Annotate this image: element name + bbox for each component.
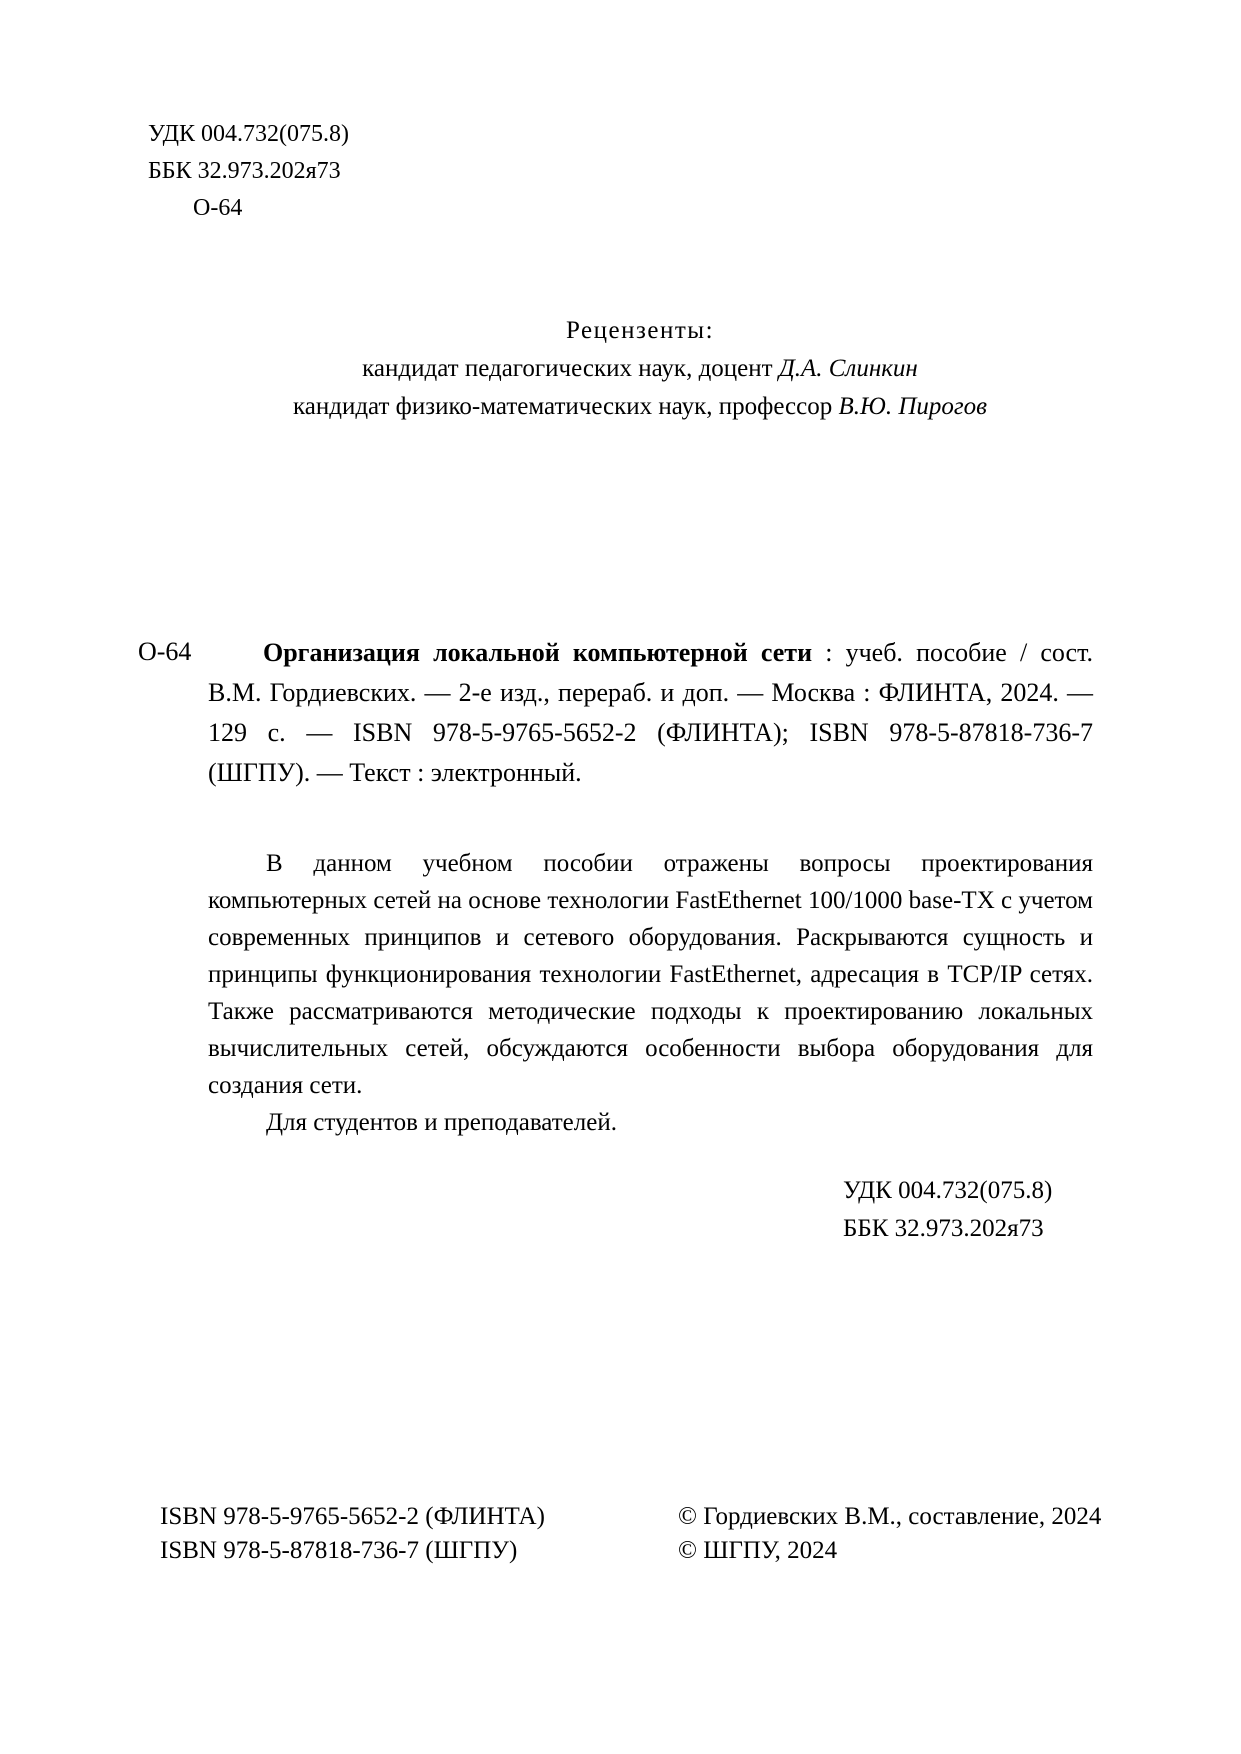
copyright-author: © Гордиевских В.М., составление, 2024 xyxy=(678,1503,1102,1530)
record-description: : учеб. пособие / сост. В.М. Гордиевских. — 2-е изд., перераб. и доп. — Москва : ФЛИНТА, 2024. — 129 с. — ISBN 978-5-9765-5652-2 (ФЛИНТА); ISBN 978-5-87818-736-7 (ШГПУ). — Текст : электронный. xyxy=(208,638,1093,787)
copyright-publisher: © ШГПУ, 2024 xyxy=(678,1537,838,1564)
reviewers-block xyxy=(140,312,1140,426)
reviewer-entry xyxy=(140,388,1140,426)
classification-block xyxy=(148,116,349,227)
annotation-audience: Для студентов и преподавателей. xyxy=(266,1109,617,1136)
record-start xyxy=(208,638,263,667)
bibliographic-record xyxy=(208,633,1093,793)
reviewer-entry xyxy=(140,350,1140,388)
reviewer-name: В.Ю. Пирогов xyxy=(838,393,987,420)
copyright-block xyxy=(678,1500,1118,1568)
book-title: Организация локальной компьютерной сети xyxy=(263,638,813,667)
isbn-block xyxy=(160,1500,545,1568)
annotation-summary: В данном учебном пособии отражены вопросы проектирования компьютерных сетей на основе технологии FastEthernet 100/1000 base-TX с учетом современных принципов и сетевого оборудования. Раскрываются сущность и принципы функционирования технологии FastEthernet, адресация в TCP/IP сетях. Также рассматриваются методические подходы к проектированию локальных вычислительных сетей, обсуждаются особенности выбора оборудования для создания сети. xyxy=(208,850,1093,1099)
reviewers-heading: Рецензенты: xyxy=(565,317,715,344)
bbk-code: ББК 32.973.202я73 xyxy=(148,158,341,184)
bbk-code: ББК 32.973.202я73 xyxy=(843,1215,1044,1242)
isbn-shgpu: ISBN 978-5-87818-736-7 (ШГПУ) xyxy=(160,1537,518,1564)
reviewer-degree: кандидат педагогических наук, доцент xyxy=(362,355,779,382)
annotation-block xyxy=(208,845,1093,1141)
reviewer-degree: кандидат физико-математических наук, профессор xyxy=(293,393,839,420)
classification-footer xyxy=(843,1172,1052,1248)
reviewer-name: Д.А. Слинкин xyxy=(778,355,918,382)
udk-code: УДК 004.732(075.8) xyxy=(843,1177,1053,1204)
udk-code: УДК 004.732(075.8) xyxy=(148,121,349,147)
author-mark: О-64 xyxy=(193,195,243,221)
isbn-flinta: ISBN 978-5-9765-5652-2 (ФЛИНТА) xyxy=(160,1503,545,1530)
record-author-mark: О-64 xyxy=(138,637,192,666)
